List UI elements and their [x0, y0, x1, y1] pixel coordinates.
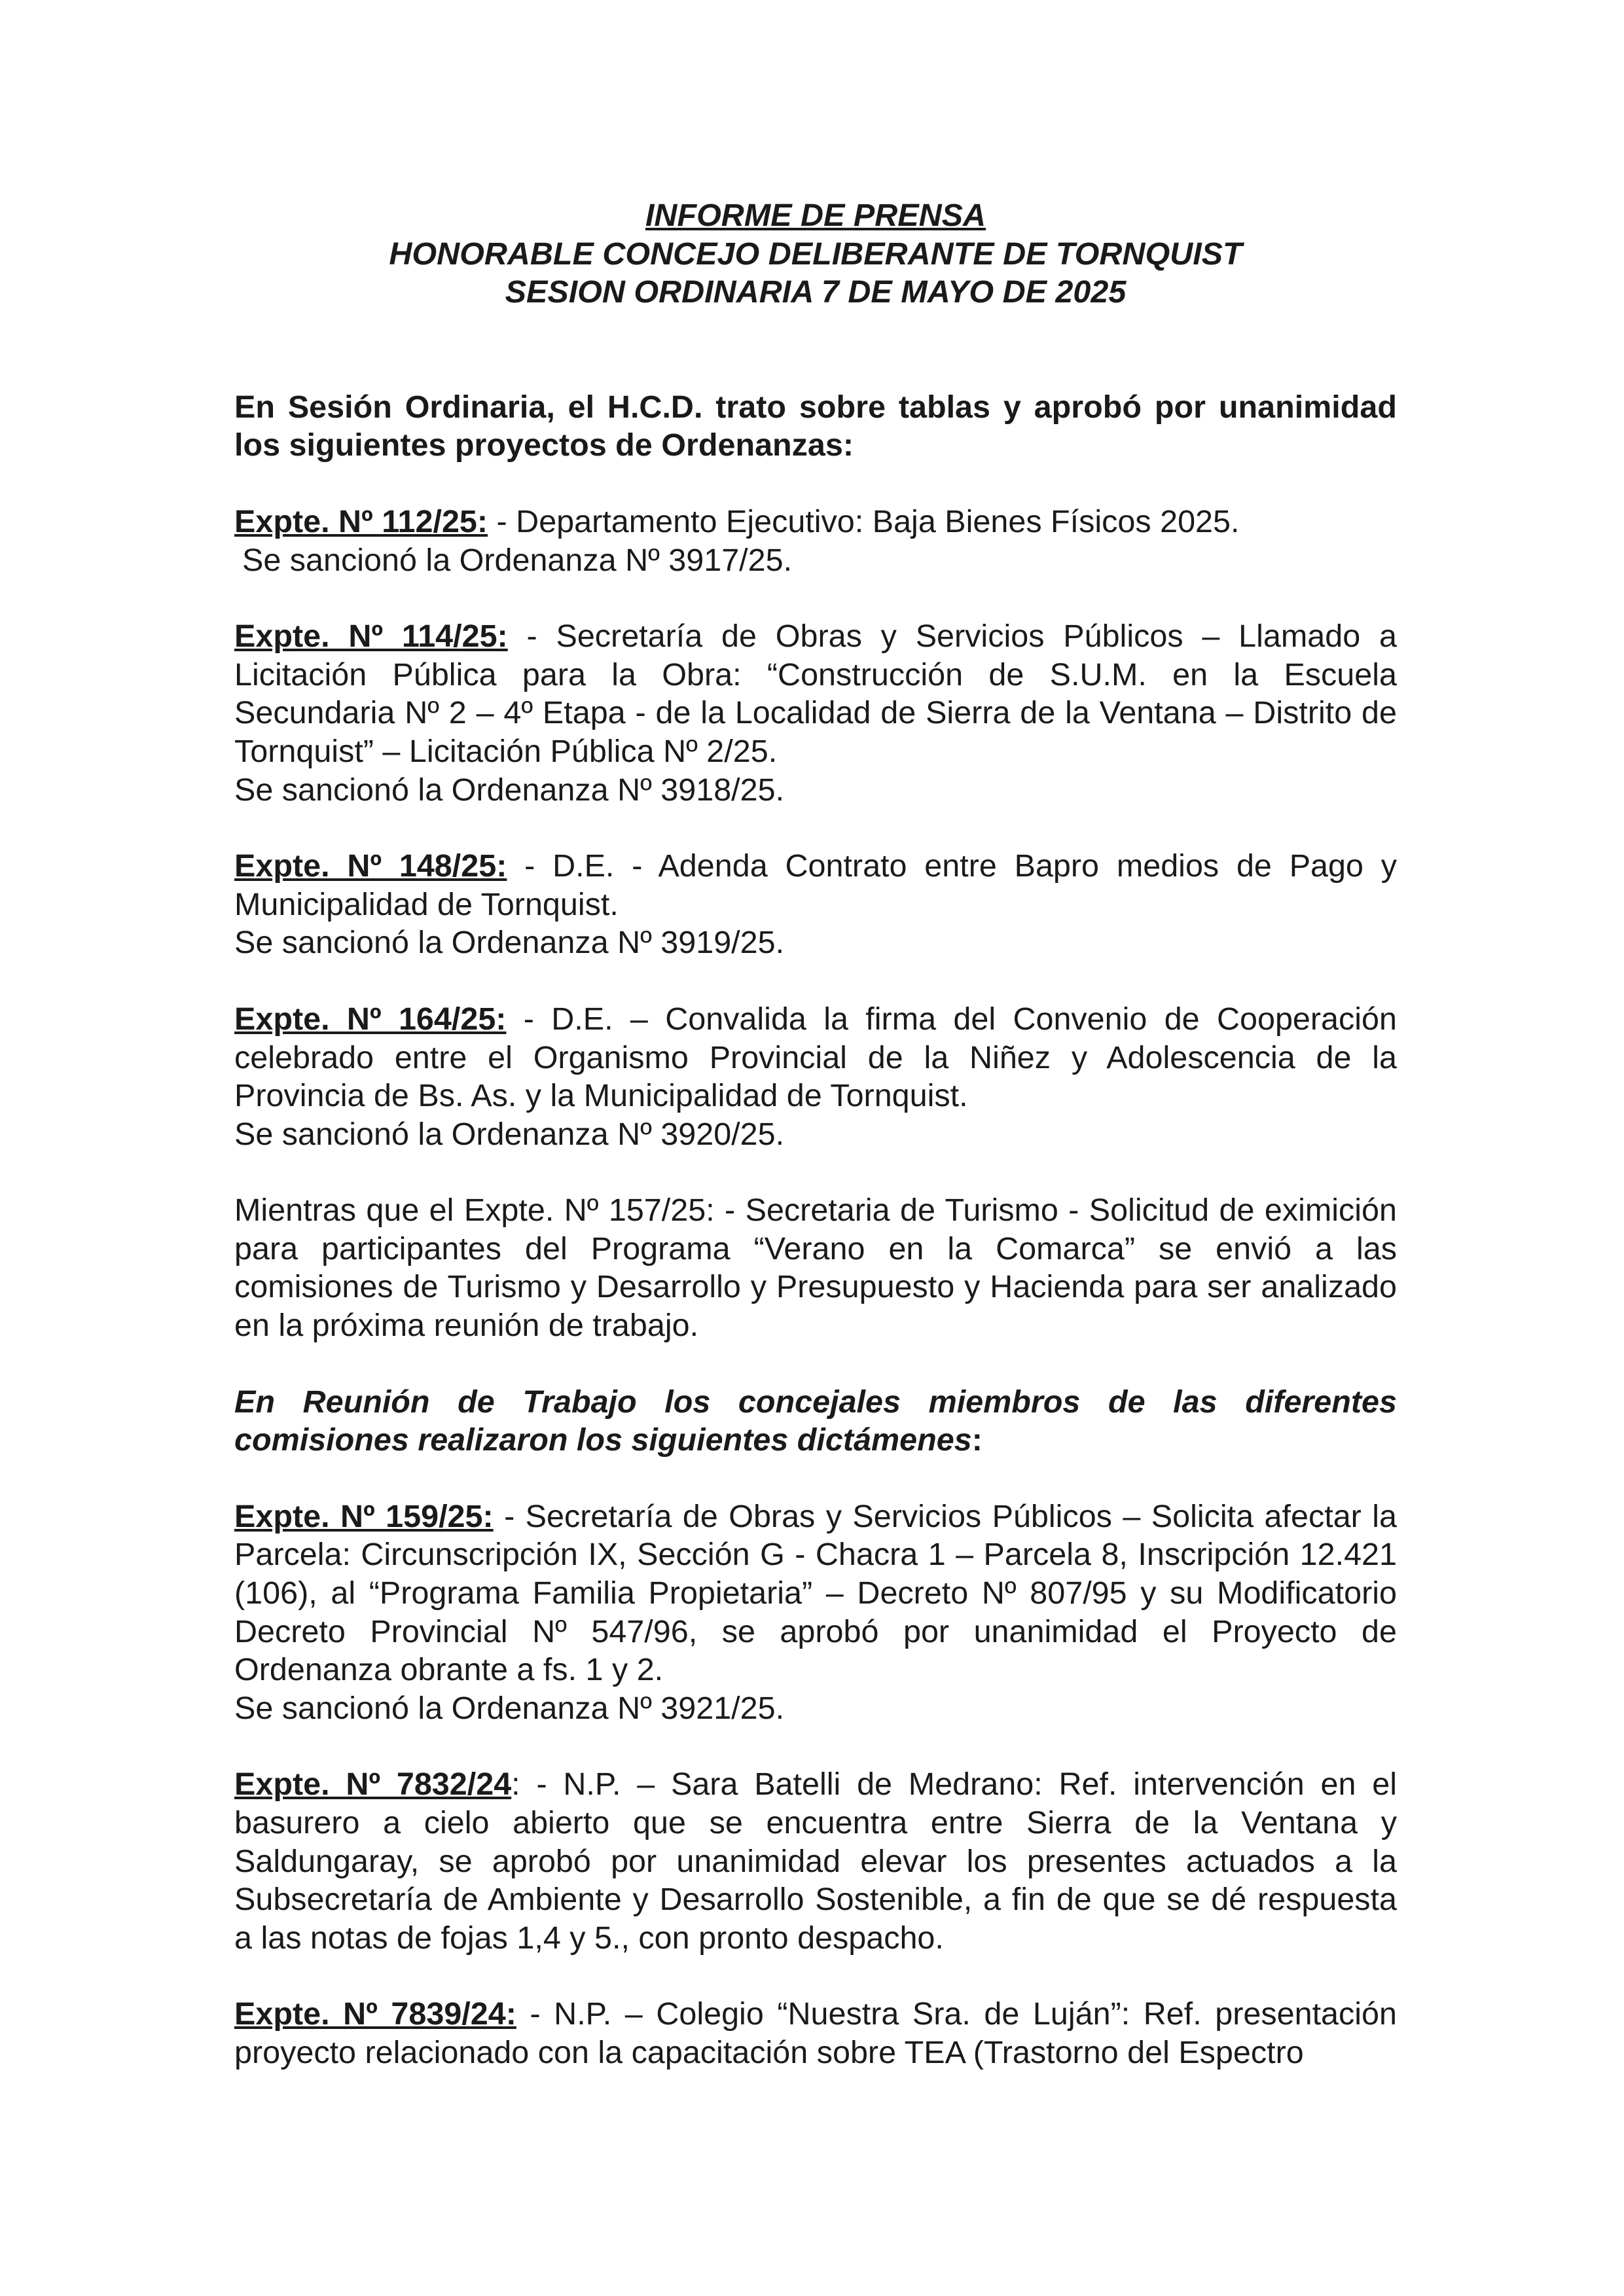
section-intro-text: En Reunión de Trabajo los concejales miembros de las diferentes comisiones realizaron los siguientes dictámenes [234, 1384, 1397, 1458]
expediente-description: - Departamento Ejecutivo: Baja Bienes Físicos 2025. [488, 503, 1240, 539]
section-intro-work-meeting [234, 1383, 1397, 1460]
expediente-label-colon: : [511, 1767, 520, 1803]
ordinance-result: Se sancionó la Ordenanza Nº 3918/25. [234, 772, 785, 808]
referral-note: Mientras que el Expte. Nº 157/25: - Secretaria de Turismo - Solicitud de eximición para participantes del Programa “Verano en la Comarca” se envió a las comisiones de Turismo y Desarrollo y Presupuesto y Hacienda para ser analizado en la próxima reunión de trabajo. [234, 1193, 1397, 1344]
expediente-entry [234, 847, 1397, 962]
section-intro-colon: : [971, 1422, 983, 1458]
expediente-label: Expte. Nº 159/25: [234, 1498, 494, 1534]
expediente-description: - N.P. – Sara Batelli de Medrano: Ref. intervención en el basurero a cielo abierto que se encuentra entre Sierra de la Ventana y Saldungaray, se aprobó por unanimidad elevar los presentes actuados a la Subsecretaría de Ambiente y Desarrollo Sostenible, a fin de que se dé respuesta a las notas de fojas 1,4 y 5., con pronto despacho. [234, 1767, 1397, 1956]
document-header [234, 196, 1397, 312]
expediente-entry [234, 617, 1397, 809]
expediente-entry [234, 1000, 1397, 1153]
expediente-label: Expte. Nº 164/25: [234, 1001, 507, 1037]
ordinance-result: Se sancionó la Ordenanza Nº 3920/25. [234, 1116, 785, 1152]
expediente-entry [234, 1765, 1397, 1957]
document-subtitle-session: SESION ORDINARIA 7 DE MAYO DE 2025 [505, 274, 1127, 310]
expediente-entry [234, 503, 1397, 579]
document-page [234, 196, 1397, 2110]
expediente-label: Expte. Nº 7832/24 [234, 1767, 512, 1803]
expediente-entry [234, 1995, 1397, 2072]
document-subtitle-council: HONORABLE CONCEJO DELIBERANTE DE TORNQUIST [389, 236, 1242, 272]
document-title: INFORME DE PRENSA [645, 198, 986, 233]
ordinance-result: Se sancionó la Ordenanza Nº 3921/25. [234, 1690, 785, 1726]
expediente-label: Expte. Nº 148/25: [234, 848, 507, 884]
expediente-description: - D.E. - Adenda Contrato entre Bapro medios de Pago y Municipalidad de Tornquist. [234, 848, 1397, 922]
expediente-description: - D.E. – Convalida la firma del Convenio de Cooperación celebrado entre el Organismo Provincial de la Niñez y Adolescencia de la Provincia de Bs. As. y la Municipalidad de Tornquist. [234, 1001, 1397, 1114]
expediente-label: Expte. Nº 114/25: [234, 619, 508, 655]
ordinance-result: Se sancionó la Ordenanza Nº 3917/25. [242, 542, 793, 578]
expediente-description: - N.P. – Colegio “Nuestra Sra. de Luján”: Ref. presentación proyecto relacionado con la capacitación sobre TEA (Trastorno del Espectro [234, 1996, 1398, 2070]
section-intro-ordinary-session: En Sesión Ordinaria, el H.C.D. trato sobre tablas y aprobó por unanimidad los siguientes proyectos de Ordenanzas: [234, 389, 1397, 463]
expediente-label: Expte. Nº 7839/24: [234, 1996, 516, 2032]
expediente-description: - Secretaría de Obras y Servicios Públicos – Llamado a Licitación Pública para la Obra: “Construcción de S.U.M. en la Escuela Secundaria Nº 2 – 4º Etapa - de la Localidad de Sierra de la Ventana – Distrito de Tornquist” – Licitación Pública Nº 2/25. [234, 619, 1397, 769]
expediente-entry [234, 1498, 1397, 1728]
expediente-description: - Secretaría de Obras y Servicios Públicos – Solicita afectar la Parcela: Circunscripción IX, Sección G - Chacra 1 – Parcela 8, Inscripción 12.421 (106), al “Programa Familia Propietaria” – Decreto Nº 807/95 y su Modificatorio Decreto Provincial Nº 547/96, se aprobó por unanimidad el Proyecto de Ordenanza obrante a fs. 1 y 2. [234, 1498, 1397, 1688]
ordinance-result: Se sancionó la Ordenanza Nº 3919/25. [234, 925, 785, 961]
expediente-label: Expte. Nº 112/25: [234, 503, 488, 539]
